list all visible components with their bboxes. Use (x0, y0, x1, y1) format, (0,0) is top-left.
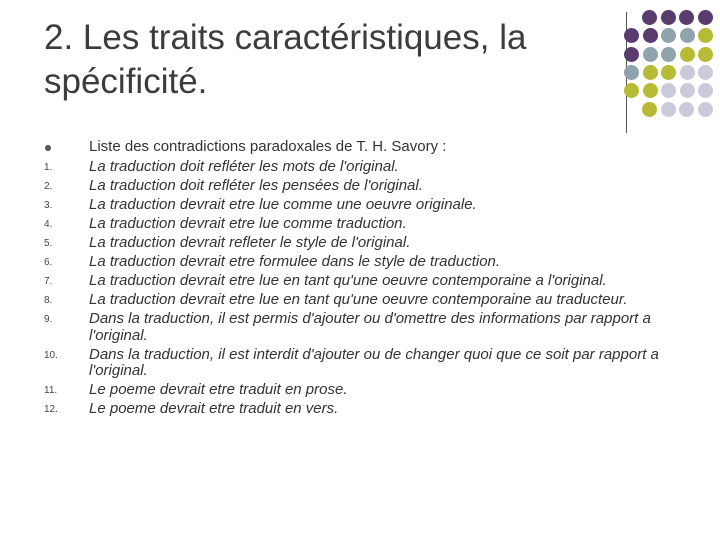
decorative-dot (624, 65, 639, 80)
item-number: 8. (44, 295, 53, 306)
decorative-dot (661, 102, 676, 117)
list-item (44, 400, 704, 419)
item-number: 9. (44, 314, 53, 325)
decorative-dot (680, 83, 695, 98)
item-text: La traduction doit refléter les pensées de l'original. (89, 177, 423, 194)
item-number: 4. (44, 219, 53, 230)
item-number: 5. (44, 238, 53, 249)
item-text: La traduction doit refléter les mots de l'original. (89, 158, 399, 175)
decorative-dot (642, 10, 657, 25)
item-text: Le poeme devrait etre traduit en prose. (89, 381, 348, 398)
decorative-dot (679, 10, 694, 25)
decorative-dot (698, 102, 713, 117)
list-item (44, 253, 704, 272)
item-text: Dans la traduction, il est permis d'ajouter ou d'omettre des informations par rapport a l'original. (89, 310, 651, 344)
decorative-dot (642, 102, 657, 117)
decorative-dot (643, 47, 658, 62)
decorative-dot (680, 47, 695, 62)
item-text: La traduction devrait refleter le style de l'original. (89, 234, 411, 251)
item-text: La traduction devrait etre formulee dans le style de traduction. (89, 253, 501, 270)
slide-title-line-2: spécificité. (44, 62, 208, 101)
bullet-marker (44, 138, 89, 158)
decorative-dot (661, 47, 676, 62)
list-item (44, 234, 704, 253)
decorative-dot (661, 65, 676, 80)
slide-title-line-1: 2. Les traits caractéristiques, la (44, 18, 527, 57)
list-item (44, 272, 704, 291)
decorative-dot (680, 28, 695, 43)
decorative-dot (698, 28, 713, 43)
item-number: 3. (44, 200, 53, 211)
list-item (44, 158, 704, 177)
decorative-dot (643, 28, 658, 43)
item-text: La traduction devrait etre lue comme traduction. (89, 215, 407, 232)
contradictions-list (44, 138, 704, 419)
item-number: 6. (44, 257, 53, 268)
decorative-dot (680, 65, 695, 80)
item-text: Dans la traduction, il est interdit d'ajouter ou de changer quoi que ce soit par rapport a l'original. (89, 345, 659, 379)
list-item (44, 291, 704, 310)
item-text: Le poeme devrait etre traduit en vers. (89, 400, 339, 417)
list-heading-row (44, 138, 704, 158)
item-number: 1. (44, 162, 53, 173)
decorative-dot (698, 83, 713, 98)
item-number: 12. (44, 404, 58, 415)
item-number: 11. (44, 385, 58, 396)
list-item (44, 177, 704, 196)
list-item (44, 196, 704, 215)
decorative-dot (679, 102, 694, 117)
decorative-dot (698, 10, 713, 25)
list-heading: Liste des contradictions paradoxales de T. H. Savory : (89, 138, 447, 155)
list-item (44, 381, 704, 400)
item-text: La traduction devrait etre lue en tant qu'une oeuvre contemporaine au traducteur. (89, 291, 628, 308)
decorative-dot (698, 47, 713, 62)
item-number: 10. (44, 349, 58, 361)
decorative-dot (661, 83, 676, 98)
decorative-dot (661, 28, 676, 43)
decorative-dot (624, 83, 639, 98)
item-number: 2. (44, 181, 53, 192)
list-item (44, 215, 704, 234)
item-text: La traduction devrait etre lue en tant qu'une oeuvre contemporaine a l'original. (89, 272, 607, 289)
bullet-dot-icon (45, 145, 51, 151)
slide-title (44, 16, 634, 104)
decorative-dot (624, 47, 639, 62)
decorative-dot (661, 10, 676, 25)
item-number: 7. (44, 276, 53, 287)
list-item (44, 310, 704, 346)
decorative-dot (698, 65, 713, 80)
decorative-dot (643, 65, 658, 80)
list-item (44, 346, 704, 382)
decorative-dot (643, 83, 658, 98)
decorative-dot (624, 28, 639, 43)
item-text: La traduction devrait etre lue comme une oeuvre originale. (89, 196, 477, 213)
